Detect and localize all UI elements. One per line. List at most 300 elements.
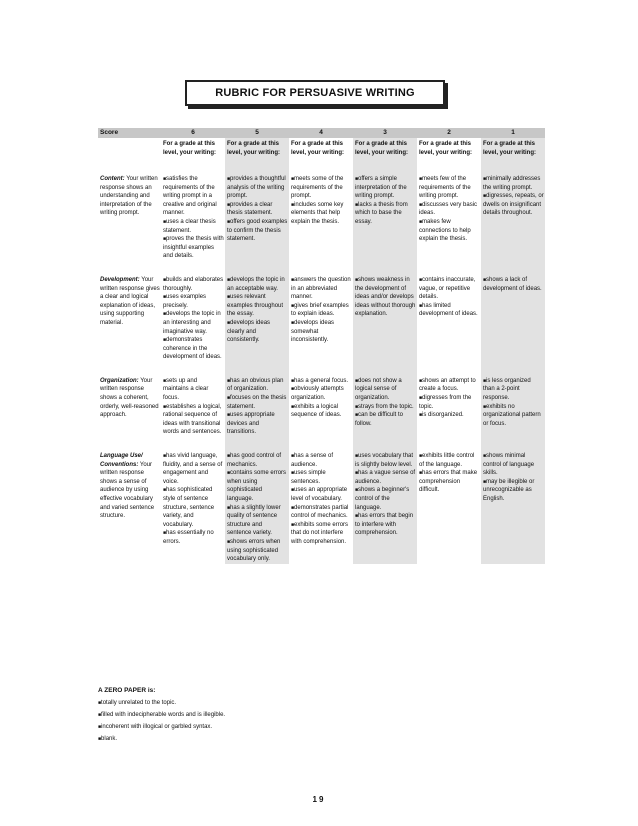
bullet-icon: ■ bbox=[227, 276, 231, 283]
descriptor-item bbox=[291, 504, 352, 521]
zero-paper-item bbox=[98, 733, 398, 745]
bullet-icon: ■ bbox=[163, 337, 167, 344]
descriptor-item bbox=[227, 276, 288, 293]
bullet-icon: ■ bbox=[227, 377, 231, 384]
descriptor-item bbox=[419, 469, 480, 495]
bullet-icon: ■ bbox=[355, 201, 359, 208]
descriptor-text: satisfies the requirements of the writing prompt in a creative and original manner. bbox=[163, 176, 217, 217]
spacer-cell bbox=[417, 160, 481, 174]
rubric-table bbox=[98, 128, 545, 564]
score-row bbox=[98, 128, 545, 138]
descriptor-text: exhibits no organizational pattern or focus. bbox=[483, 403, 541, 427]
bullet-icon: ■ bbox=[227, 470, 231, 477]
score-label: Score bbox=[98, 128, 161, 138]
bullet-icon: ■ bbox=[419, 453, 423, 460]
bullet-icon: ■ bbox=[163, 236, 167, 243]
bullet-icon: ■ bbox=[163, 276, 167, 283]
descriptor-text: has a vague sense of audience. bbox=[355, 470, 416, 485]
descriptor-item bbox=[483, 403, 544, 429]
rubric-row bbox=[98, 275, 545, 362]
bullet-icon: ■ bbox=[291, 487, 295, 494]
spacer-cell bbox=[225, 362, 289, 376]
descriptor-item bbox=[419, 394, 480, 411]
descriptor-item bbox=[227, 452, 288, 469]
descriptor-item bbox=[355, 512, 416, 538]
bullet-icon: ■ bbox=[163, 453, 167, 460]
descriptor-item bbox=[291, 403, 352, 420]
descriptor-cell bbox=[289, 376, 353, 437]
descriptor-cell bbox=[481, 376, 545, 437]
bullet-icon: ■ bbox=[227, 395, 231, 402]
descriptor-text: offers good examples to confirm the thesis statement. bbox=[227, 218, 288, 243]
descriptor-text: provides a thoughtful analysis of the writing prompt. bbox=[227, 176, 286, 200]
zero-paper-item bbox=[98, 721, 398, 733]
descriptor-cell bbox=[481, 275, 545, 362]
descriptor-item bbox=[163, 235, 224, 261]
descriptor-cell bbox=[481, 174, 545, 261]
descriptor-text: digresses from the topic. bbox=[419, 395, 472, 410]
descriptor-text: shows weakness in the development of ideas and/or develops ideas without thorough explanation. bbox=[355, 276, 416, 318]
descriptor-item bbox=[355, 469, 416, 486]
descriptor-text: builds and elaborates thoroughly. bbox=[163, 276, 224, 292]
bullet-icon: ■ bbox=[355, 176, 359, 182]
descriptor-text: contains some errors when using sophisticated language. bbox=[227, 470, 287, 502]
bullet-icon: ■ bbox=[163, 530, 167, 537]
descriptor-text: digresses, repeats, or dwells on insignificant details throughout. bbox=[483, 193, 544, 217]
descriptor-text: uses examples precisely. bbox=[163, 294, 207, 309]
bullet-icon: ■ bbox=[291, 319, 295, 326]
descriptor-cell bbox=[225, 451, 289, 564]
descriptor-text: focuses on the thesis statement. bbox=[227, 395, 287, 410]
page-title: RUBRIC FOR PERSUASIVE WRITING bbox=[215, 87, 415, 99]
descriptor-text: uses vocabulary that is slightly below level. bbox=[355, 453, 414, 468]
bullet-icon: ■ bbox=[419, 201, 423, 208]
descriptor-text: develops the topic in an acceptable way. bbox=[227, 276, 285, 292]
descriptor-item bbox=[419, 452, 480, 469]
spacer-cell bbox=[481, 160, 545, 174]
rubric-row bbox=[98, 376, 545, 437]
spacer-cell bbox=[481, 437, 545, 451]
bullet-icon: ■ bbox=[419, 176, 423, 182]
descriptor-cell bbox=[353, 275, 417, 362]
descriptor-text: has good control of mechanics. bbox=[227, 453, 282, 468]
criterion-cell bbox=[98, 376, 161, 437]
score-4: 4 bbox=[289, 128, 353, 138]
descriptor-item bbox=[163, 175, 224, 218]
bullet-icon: ■ bbox=[98, 700, 102, 706]
descriptor-text: has a slightly lower quality of sentence structure and sentence variety. bbox=[227, 504, 281, 537]
rubric-row bbox=[98, 174, 545, 261]
spacer-cell bbox=[225, 261, 289, 275]
score-5: 5 bbox=[225, 128, 289, 138]
descriptor-item bbox=[355, 201, 416, 227]
descriptor-item bbox=[163, 293, 224, 310]
criterion-label: Language Use/ Conventions: bbox=[100, 453, 143, 468]
zero-paper-text: totally unrelated to the topic. bbox=[101, 700, 177, 706]
spacer-cell bbox=[481, 362, 545, 376]
descriptor-item bbox=[227, 504, 288, 538]
bullet-icon: ■ bbox=[163, 294, 167, 301]
descriptor-text: uses appropriate devices and transitions. bbox=[227, 412, 275, 436]
descriptor-item bbox=[227, 201, 288, 218]
descriptor-item bbox=[419, 377, 480, 394]
bullet-icon: ■ bbox=[419, 276, 423, 283]
bullet-icon: ■ bbox=[355, 276, 359, 283]
descriptor-text: shows a lack of development of ideas. bbox=[483, 276, 542, 292]
descriptor-cell bbox=[417, 174, 481, 261]
bullet-icon: ■ bbox=[163, 377, 167, 384]
criterion-label: Organization: bbox=[100, 377, 139, 384]
descriptor-item bbox=[227, 394, 288, 411]
bullet-icon: ■ bbox=[355, 470, 359, 477]
descriptor-cell bbox=[289, 174, 353, 261]
descriptor-cell bbox=[353, 376, 417, 437]
descriptor-item bbox=[483, 175, 544, 192]
descriptor-item bbox=[419, 201, 480, 218]
bullet-icon: ■ bbox=[291, 201, 295, 208]
bullet-icon: ■ bbox=[163, 311, 167, 318]
bullet-icon: ■ bbox=[291, 276, 295, 283]
spacer-cell bbox=[98, 261, 161, 275]
descriptor-item bbox=[483, 276, 544, 293]
bullet-icon: ■ bbox=[163, 403, 167, 410]
bullet-icon: ■ bbox=[483, 403, 487, 410]
descriptor-text: may be illegible or unrecognizable as English. bbox=[483, 478, 535, 502]
row-spacer bbox=[98, 261, 545, 275]
descriptor-item bbox=[419, 175, 480, 201]
criterion-description: Your written response shows a coherent, orderly, well-reasoned approach. bbox=[100, 377, 159, 419]
bullet-icon: ■ bbox=[227, 453, 231, 460]
descriptor-text: has errors that make comprehension difficult. bbox=[419, 470, 478, 494]
bullet-icon: ■ bbox=[355, 513, 359, 520]
descriptor-item bbox=[163, 529, 224, 546]
descriptor-text: develops ideas somewhat inconsistently. bbox=[291, 319, 335, 344]
descriptor-text: has an obvious plan of organization. bbox=[227, 377, 284, 393]
bullet-icon: ■ bbox=[483, 176, 487, 182]
descriptor-item bbox=[163, 403, 224, 437]
descriptor-text: sets up and maintains a clear focus. bbox=[163, 377, 209, 402]
row-spacer bbox=[98, 160, 545, 174]
criterion-cell bbox=[98, 451, 161, 564]
descriptor-cell bbox=[161, 174, 225, 261]
bullet-icon: ■ bbox=[98, 724, 102, 730]
criterion-description: Your written response gives a clear and logical explanation of ideas, using supporting material. bbox=[100, 276, 160, 326]
descriptor-text: shows a beginner's control of the language. bbox=[355, 487, 410, 511]
descriptor-text: exhibits a logical sequence of ideas. bbox=[291, 403, 342, 419]
descriptor-item bbox=[163, 377, 224, 403]
spacer-cell bbox=[289, 160, 353, 174]
descriptor-item bbox=[291, 276, 352, 302]
score-1: 1 bbox=[481, 128, 545, 138]
descriptor-item bbox=[163, 486, 224, 529]
descriptor-item bbox=[291, 201, 352, 227]
criterion-cell bbox=[98, 275, 161, 362]
descriptor-item bbox=[291, 385, 352, 402]
bullet-icon: ■ bbox=[227, 294, 231, 301]
score-2: 2 bbox=[417, 128, 481, 138]
descriptor-text: uses a clear thesis statement. bbox=[163, 218, 216, 234]
descriptor-item bbox=[419, 276, 480, 302]
descriptor-text: offers a simple interpretation of the writing prompt. bbox=[355, 176, 407, 200]
descriptor-cell bbox=[289, 275, 353, 362]
level-header-blank bbox=[98, 138, 161, 160]
descriptor-text: demonstrates partial control of mechanics. bbox=[291, 504, 349, 520]
bullet-icon: ■ bbox=[163, 218, 167, 225]
descriptor-item bbox=[227, 411, 288, 437]
rubric-row bbox=[98, 451, 545, 564]
bullet-icon: ■ bbox=[419, 302, 423, 309]
bullet-icon: ■ bbox=[227, 412, 231, 419]
bullet-icon: ■ bbox=[227, 319, 231, 326]
zero-paper-item bbox=[98, 709, 398, 721]
spacer-cell bbox=[225, 160, 289, 174]
descriptor-text: has limited development of ideas. bbox=[419, 302, 478, 318]
bullet-icon: ■ bbox=[483, 377, 487, 384]
descriptor-text: develops ideas clearly and consistently. bbox=[227, 319, 271, 344]
zero-paper-item bbox=[98, 697, 398, 709]
descriptor-text: has sophisticated style of sentence structure, sentence variety, and vocabulary. bbox=[163, 487, 215, 528]
descriptor-text: shows an attempt to create a focus. bbox=[419, 377, 476, 393]
title-box bbox=[185, 80, 445, 106]
row-spacer bbox=[98, 437, 545, 451]
bullet-icon: ■ bbox=[163, 487, 167, 494]
descriptor-text: has vivid language, fluidity, and a sense of engagement and voice. bbox=[163, 453, 223, 485]
descriptor-text: gives brief examples to explain ideas. bbox=[291, 302, 349, 318]
level-header-row bbox=[98, 138, 545, 160]
rubric-body bbox=[98, 160, 545, 564]
criterion-label: Development: bbox=[100, 276, 140, 283]
page-number: 19 bbox=[312, 795, 326, 804]
descriptor-text: lacks a thesis from which to base the essay. bbox=[355, 201, 408, 225]
score-3: 3 bbox=[353, 128, 417, 138]
bullet-icon: ■ bbox=[291, 302, 295, 309]
bullet-icon: ■ bbox=[291, 403, 295, 410]
descriptor-item bbox=[291, 175, 352, 201]
descriptor-text: exhibits some errors that do not interfere with comprehension. bbox=[291, 521, 349, 545]
descriptor-text: does not show a logical sense of organization. bbox=[355, 377, 402, 402]
descriptor-text: meets few of the requirements of the writing prompt. bbox=[419, 176, 471, 200]
descriptor-item bbox=[163, 336, 224, 362]
level-header: For a grade at this level, your writing: bbox=[291, 141, 345, 156]
descriptor-item bbox=[355, 377, 416, 403]
criterion-cell bbox=[98, 174, 161, 261]
spacer-cell bbox=[98, 437, 161, 451]
descriptor-text: is disorganized. bbox=[422, 412, 464, 419]
bullet-icon: ■ bbox=[227, 538, 231, 545]
descriptor-text: develops the topic in an interesting and imaginative way. bbox=[163, 311, 221, 335]
criterion-description: Your written response shows an understanding and interpretation of the writing prompt. bbox=[100, 176, 158, 217]
spacer-cell bbox=[289, 261, 353, 275]
descriptor-text: is less organized than a 2-point response. bbox=[483, 377, 531, 402]
bullet-icon: ■ bbox=[483, 193, 487, 200]
spacer-cell bbox=[417, 437, 481, 451]
zero-paper-text: filled with indecipherable words and is illegible. bbox=[101, 712, 226, 718]
bullet-icon: ■ bbox=[355, 412, 359, 419]
descriptor-item bbox=[291, 302, 352, 319]
descriptor-text: strays from the topic. bbox=[358, 403, 414, 410]
bullet-icon: ■ bbox=[419, 412, 423, 419]
descriptor-text: has essentially no errors. bbox=[163, 530, 214, 545]
descriptor-cell bbox=[417, 275, 481, 362]
descriptor-text: meets some of the requirements of the prompt. bbox=[291, 176, 344, 200]
bullet-icon: ■ bbox=[227, 218, 231, 225]
spacer-cell bbox=[98, 160, 161, 174]
bullet-icon: ■ bbox=[163, 176, 167, 182]
spacer-cell bbox=[161, 362, 225, 376]
bullet-icon: ■ bbox=[419, 395, 423, 402]
criterion-label: Content: bbox=[100, 176, 125, 182]
spacer-cell bbox=[225, 437, 289, 451]
zero-paper-list bbox=[98, 697, 398, 745]
bullet-icon: ■ bbox=[483, 276, 487, 283]
descriptor-cell bbox=[161, 275, 225, 362]
descriptor-item bbox=[291, 377, 352, 386]
descriptor-item bbox=[291, 521, 352, 547]
descriptor-cell bbox=[417, 451, 481, 564]
bullet-icon: ■ bbox=[227, 176, 231, 182]
descriptor-text: demonstrates coherence in the development of ideas. bbox=[163, 337, 222, 361]
descriptor-item bbox=[227, 319, 288, 345]
spacer-cell bbox=[353, 437, 417, 451]
descriptor-cell bbox=[225, 174, 289, 261]
descriptor-cell bbox=[225, 376, 289, 437]
bullet-icon: ■ bbox=[355, 453, 359, 460]
descriptor-item bbox=[355, 452, 416, 469]
descriptor-item bbox=[227, 377, 288, 394]
spacer-cell bbox=[289, 362, 353, 376]
descriptor-item bbox=[483, 192, 544, 218]
descriptor-item bbox=[483, 452, 544, 478]
level-header: For a grade at this level, your writing: bbox=[163, 141, 217, 156]
bullet-icon: ■ bbox=[291, 521, 295, 528]
descriptor-text: answers the question in an abbreviated manner. bbox=[291, 276, 351, 301]
bullet-icon: ■ bbox=[291, 377, 295, 384]
descriptor-item bbox=[227, 469, 288, 503]
descriptor-text: has a general focus. bbox=[294, 377, 349, 384]
descriptor-item bbox=[163, 276, 224, 293]
level-header: For a grade at this level, your writing: bbox=[225, 138, 289, 160]
descriptor-item bbox=[227, 538, 288, 564]
descriptor-cell bbox=[353, 174, 417, 261]
descriptor-text: can be difficult to follow. bbox=[355, 412, 403, 427]
descriptor-cell bbox=[417, 376, 481, 437]
bullet-icon: ■ bbox=[419, 218, 423, 225]
bullet-icon: ■ bbox=[355, 487, 359, 494]
descriptor-text: proves the thesis with insightful examples and details. bbox=[163, 236, 224, 260]
descriptor-cell bbox=[161, 451, 225, 564]
descriptor-item bbox=[291, 319, 352, 345]
spacer-cell bbox=[481, 261, 545, 275]
bullet-icon: ■ bbox=[419, 470, 423, 477]
descriptor-item bbox=[291, 469, 352, 486]
descriptor-item bbox=[355, 403, 416, 412]
bullet-icon: ■ bbox=[355, 377, 359, 384]
descriptor-item bbox=[483, 377, 544, 403]
descriptor-text: minimally addresses the writing prompt. bbox=[483, 176, 541, 191]
spacer-cell bbox=[161, 261, 225, 275]
bullet-icon: ■ bbox=[483, 453, 487, 460]
descriptor-item bbox=[419, 411, 480, 420]
descriptor-cell bbox=[161, 376, 225, 437]
descriptor-item bbox=[355, 276, 416, 319]
bullet-icon: ■ bbox=[227, 201, 231, 208]
descriptor-item bbox=[355, 411, 416, 428]
bullet-icon: ■ bbox=[291, 386, 295, 393]
descriptor-item bbox=[163, 452, 224, 486]
descriptor-item bbox=[291, 486, 352, 503]
descriptor-item bbox=[355, 486, 416, 512]
descriptor-cell bbox=[225, 275, 289, 362]
descriptor-cell bbox=[353, 451, 417, 564]
row-spacer bbox=[98, 362, 545, 376]
descriptor-item bbox=[163, 218, 224, 235]
spacer-cell bbox=[353, 160, 417, 174]
bullet-icon: ■ bbox=[291, 176, 295, 182]
descriptor-text: includes some key elements that help explain the thesis. bbox=[291, 201, 344, 225]
descriptor-text: makes few connections to help explain the thesis. bbox=[419, 218, 471, 243]
level-header: For a grade at this level, your writing: bbox=[353, 138, 417, 160]
bullet-icon: ■ bbox=[98, 736, 102, 742]
descriptor-item bbox=[355, 175, 416, 201]
spacer-cell bbox=[417, 261, 481, 275]
descriptor-text: uses simple sentences. bbox=[291, 470, 326, 485]
descriptor-text: uses an appropriate level of vocabulary. bbox=[291, 487, 348, 502]
bullet-icon: ■ bbox=[98, 712, 102, 718]
zero-paper-text: blank. bbox=[101, 736, 118, 742]
spacer-cell bbox=[161, 437, 225, 451]
bullet-icon: ■ bbox=[291, 453, 295, 460]
descriptor-item bbox=[227, 293, 288, 319]
spacer-cell bbox=[289, 437, 353, 451]
descriptor-item bbox=[227, 218, 288, 244]
descriptor-text: establishes a logical, rational sequence of ideas with transitional words and sentences. bbox=[163, 403, 222, 436]
descriptor-cell bbox=[481, 451, 545, 564]
descriptor-item bbox=[419, 218, 480, 244]
zero-paper-heading: A ZERO PAPER is: bbox=[98, 687, 156, 694]
descriptor-text: shows minimal control of language skills. bbox=[483, 453, 535, 477]
descriptor-text: provides a clear thesis statement. bbox=[227, 201, 273, 217]
score-6: 6 bbox=[161, 128, 225, 138]
bullet-icon: ■ bbox=[291, 470, 295, 477]
bullet-icon: ■ bbox=[483, 478, 487, 485]
spacer-cell bbox=[353, 362, 417, 376]
spacer-cell bbox=[161, 160, 225, 174]
bullet-icon: ■ bbox=[419, 377, 423, 384]
criterion-description: Your written response shows a sense of audience by using effective vocabulary and varied sentence structure. bbox=[100, 461, 155, 520]
zero-paper-section bbox=[98, 685, 398, 745]
descriptor-text: has a sense of audience. bbox=[291, 453, 334, 468]
descriptor-text: uses relevant examples throughout the essay. bbox=[227, 294, 284, 318]
spacer-cell bbox=[353, 261, 417, 275]
level-header: For a grade at this level, your writing: bbox=[419, 141, 473, 156]
descriptor-text: shows errors when using sophisticated vocabulary only. bbox=[227, 538, 281, 563]
descriptor-item bbox=[419, 302, 480, 319]
spacer-cell bbox=[417, 362, 481, 376]
bullet-icon: ■ bbox=[227, 504, 231, 511]
zero-paper-text: incoherent with illogical or garbled syntax. bbox=[101, 724, 213, 730]
descriptor-text: discusses very basic ideas. bbox=[419, 201, 478, 217]
level-header: For a grade at this level, your writing: bbox=[481, 138, 545, 160]
spacer-cell bbox=[98, 362, 161, 376]
bullet-icon: ■ bbox=[355, 403, 359, 410]
descriptor-item bbox=[291, 452, 352, 469]
descriptor-text: obviously attempts organization. bbox=[291, 386, 344, 402]
descriptor-item bbox=[227, 175, 288, 201]
descriptor-text: exhibits little control of the language. bbox=[419, 453, 475, 468]
descriptor-text: contains inaccurate, vague, or repetitive details. bbox=[419, 276, 476, 301]
bullet-icon: ■ bbox=[291, 504, 295, 511]
descriptor-item bbox=[163, 310, 224, 336]
